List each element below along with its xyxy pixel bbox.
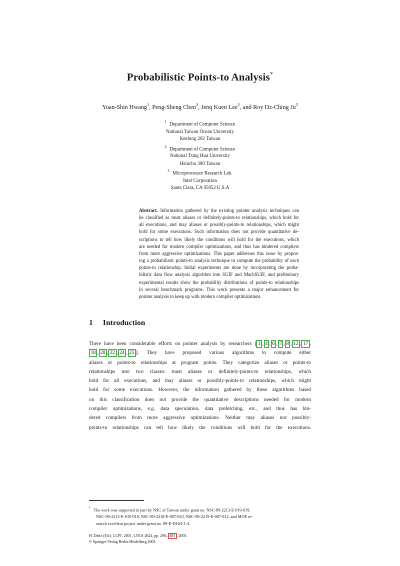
- affiliation-mark: 1: [164, 120, 167, 124]
- footnote-mark: *: [89, 506, 91, 510]
- author-affil-mark: 1: [146, 102, 150, 107]
- abstract-line: from more aggressive optimizations. This paper addresses this issue by propos-: [139, 251, 299, 257]
- citation-link[interactable]: 25: [129, 350, 135, 357]
- body-line: hold for all executions, and may aliases or possibly-points-to relationships, which might: [89, 378, 311, 385]
- affiliation-line: Hsinchu 300 Taiwan: [179, 161, 221, 167]
- footnote: [89, 505, 311, 527]
- affiliation-line: Santa Clara, CA 95052 U.S.A: [170, 186, 230, 192]
- author-affil-mark: 2: [195, 102, 199, 107]
- author-name: Jenq Kuen Lee: [201, 105, 238, 112]
- author-affil-mark: 2: [237, 102, 240, 107]
- author-affil-mark: 3: [295, 102, 298, 107]
- copyright-line: © Springer-Verlag Berlin Heidelberg 2003: [89, 540, 156, 545]
- affiliation-line: $^3$Microprocessor Research Lab.: [167, 169, 233, 177]
- body-line: on this classification does not provide the quantitative descriptions needed for modern: [89, 396, 311, 403]
- publication-info: [89, 533, 311, 545]
- affiliation-line: Keelung 202 Taiwan: [179, 137, 221, 143]
- abstract: [139, 208, 299, 301]
- body-line: dered compilers from more aggressive optimizations. Neither may aliases nor possibly-: [89, 415, 311, 422]
- body-line: There have been considerable efforts on pointer analysis by researchers [ 1 , 4 , 6 , 7 , 8 , 12 , 17 ,: [89, 341, 311, 347]
- body-line: relationships into two classes: must aliases or definitely-points-to relationships, which: [89, 368, 311, 375]
- abstract-label: Abstract.: [139, 209, 158, 214]
- author-name: Yuan-Shin Hwang: [102, 105, 147, 112]
- abstract-line: ing a probabilistic points-to analysis technique to compute the probability of each: [139, 259, 299, 265]
- body-line: aliases or points-to relationships at program points. They categorize aliases or points-to: [89, 359, 311, 366]
- section-title: Introduction: [102, 318, 146, 327]
- abstract-line: bilistic data flow analysis algorithm into SUIF and MachSUIF, and preliminary: [139, 273, 299, 279]
- footnote-line: * The work was supported in part by NSC of Taiwan under grant no. NSC-89-2213-E-019-019,: [89, 506, 251, 513]
- author-list: Yuan-Shin Hwang$^1$, Peng-Sheng Chen$^2$, Jenq Kuen Lee$^2$, and Roy Dz-Ching Ju$^3$: [102, 102, 298, 112]
- citation-link[interactable]: 7: [279, 341, 282, 347]
- section-number: 1: [89, 318, 93, 327]
- title-footnote-mark: *: [269, 72, 274, 78]
- footnote-line: search excellent project under grant no. 89-E-FA04-1-4.: [96, 520, 190, 526]
- abstract-line: hold for some executions. Such information does not provide quantitative de-: [139, 230, 299, 236]
- body-line: compiler optimizations, e.g. data speculation, data prefetching, etc., and thus has hin-: [89, 406, 311, 413]
- affiliation-line: Intel Corporation: [183, 178, 217, 184]
- citation-link[interactable]: 4: [265, 341, 268, 347]
- abstract-line: experimental results show the probability distributions of points-to relationships: [139, 280, 299, 286]
- section-heading: [89, 318, 145, 327]
- abstract-line: scriptions to tell how likely the conditions will hold for the executions, which: [139, 237, 299, 243]
- affiliation-mark: 2: [164, 144, 167, 149]
- body-line: hold for some executions. However, the information gathered by these algorithms based: [89, 387, 311, 394]
- footnote-rule: [89, 500, 144, 501]
- affiliations: [0, 119, 400, 193]
- body-line: points-to relationships can tell how likely the conditions will hold for the executions.: [89, 424, 311, 431]
- publication-line: H. Dietz (Ed.): LCPC 2001, LNCS 2624, pp. 290– 305 , 2003.: [89, 534, 188, 538]
- body-line: 18 , 20 , 22 , 24 , 25 ]. They have proposed various algorithms to compute either: [90, 350, 311, 357]
- citation-link[interactable]: 12: [293, 341, 299, 347]
- affiliation-mark: 3: [167, 169, 170, 174]
- affiliation-line: National Tsing Hua University: [169, 154, 230, 160]
- affiliation-line: $^2$Department of Computer Science: [164, 144, 236, 153]
- citation-link[interactable]: 17: [302, 341, 309, 347]
- citation-link[interactable]: 20: [100, 350, 106, 357]
- abstract-line: are needed for modern compiler optimizations, and thus has hindered compilers: [139, 244, 299, 250]
- affiliation-line: $^1$Department of Computer Science: [164, 120, 236, 128]
- citation-link[interactable]: 22: [109, 350, 115, 357]
- abstract-line: all executions, and may aliases or possibly-points-to relationships, which might: [139, 223, 299, 229]
- abstract-line: Abstract. Information gathered by the existing pointer analysis techniques can: [139, 209, 299, 214]
- abstract-line: in several benchmark programs. This work presents a major enhancement for: [139, 287, 299, 293]
- affiliation-line: National Taiwan Ocean University: [166, 129, 234, 135]
- intro-body: [89, 340, 311, 433]
- citation-link[interactable]: 1: [258, 341, 261, 347]
- citation-link[interactable]: 6: [272, 341, 275, 347]
- citation-link[interactable]: 18: [90, 350, 96, 357]
- abstract-line: points-to relationship. Initial experiments are done by incorporating the proba-: [139, 266, 299, 272]
- page-end-link[interactable]: 305: [169, 534, 176, 538]
- footnote-line: NSC-90-2213-E-019-016, NSC-89-2218-E-007-023, NSC-89-2219-E-007-012, and MOE re-: [96, 513, 253, 519]
- abstract-line: be classified as must aliases or definitely-points-to relationships, which hold for: [139, 216, 299, 222]
- citation-link[interactable]: 24: [119, 350, 125, 357]
- author-name: Peng-Sheng Chen: [152, 105, 196, 112]
- citation-link[interactable]: 8: [286, 341, 289, 347]
- author-name: Roy Dz-Ching Ju: [253, 105, 296, 112]
- paper-title: Probabilistic Points-to Analysis*: [126, 72, 274, 84]
- abstract-line: pointer analysis to keep up with modern compiler optimizations.: [139, 294, 262, 300]
